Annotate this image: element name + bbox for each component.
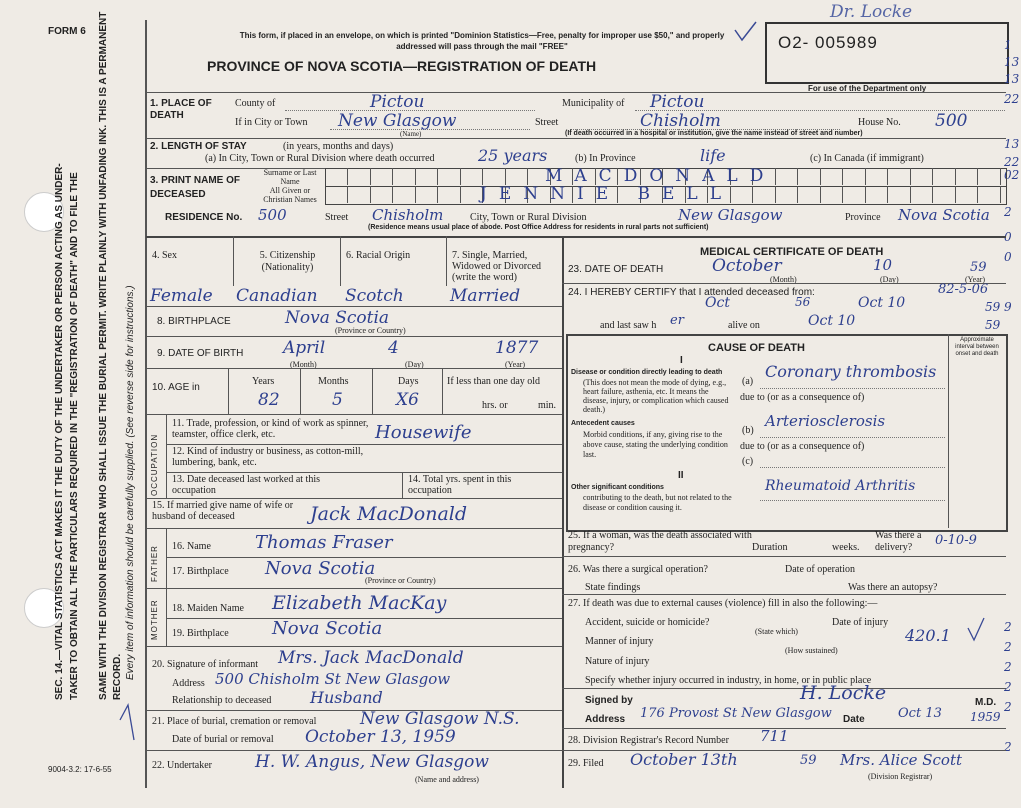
delivery-label: Was there a delivery? <box>875 530 922 553</box>
county-label: County of <box>235 98 276 109</box>
death-day: 10 <box>873 256 893 274</box>
less-than-day-label: If less than one day old <box>447 376 541 387</box>
father-name-label: 16. Name <box>172 541 211 552</box>
nature-label: Nature of injury <box>585 656 650 667</box>
footer-code: 9004-3.2: 17-6-55 <box>48 765 112 774</box>
spouse-label: 15. If married give name of wife or husband of deceased <box>152 500 294 522</box>
print-name-label: 3. PRINT NAME OF DECEASED <box>150 175 241 200</box>
informant-value: Mrs. Jack MacDonald <box>278 648 464 668</box>
age-days: X6 <box>396 390 419 410</box>
hrs-label: hrs. or <box>482 400 508 411</box>
injury-date-label: Date of injury <box>832 617 889 628</box>
relationship-label: Relationship to deceased <box>172 695 272 706</box>
cause-header: CAUSE OF DEATH <box>708 342 805 354</box>
age-days-label: Days <box>398 376 419 387</box>
reg-number: O2- 005989 <box>778 33 878 52</box>
sex-value: Female <box>150 286 213 306</box>
father-birthplace-label: 17. Birthplace <box>172 566 229 577</box>
physician-address: 176 Provost St New Glasgow <box>640 706 832 721</box>
signed-value: H. Locke <box>800 682 887 704</box>
side-text-1: SEC. 14.—VITAL STATISTICS ACT MAKES IT THE DUTY OF THE UNDERTAKER OR PERSON ACTING AS UNDER- <box>54 163 65 700</box>
occupation-side-label: OCCUPATION <box>150 433 159 496</box>
state-which-note: (State which) <box>755 627 798 636</box>
mother-side-label: MOTHER <box>150 599 159 640</box>
alive-on-label: alive on <box>728 320 760 331</box>
sex-label: 4. Sex <box>152 250 177 261</box>
length-of-stay-label: 2. LENGTH OF STAY <box>150 141 247 152</box>
cause-code: 420.1 <box>905 626 951 645</box>
death-year: 59 <box>970 260 987 275</box>
right-edge-mark: 2 <box>1004 660 1012 674</box>
dob-month: April <box>283 338 326 358</box>
total-years-label: 14. Total yrs. spent in this occupation <box>408 474 512 496</box>
form-id: FORM 6 <box>48 26 86 37</box>
informant-address: 500 Chisholm St New Glasgow <box>215 670 451 688</box>
antecedent-label: Antecedent causes <box>571 420 635 427</box>
surname-value: MACDONALD <box>545 166 776 186</box>
other-conditions-label: Other significant conditions <box>571 484 664 491</box>
burial-label: 21. Place of burial, cremation or removal <box>152 716 317 727</box>
record-number-label: 28. Division Registrar's Record Number <box>568 735 729 746</box>
mother-maiden-label: 18. Maiden Name <box>172 603 244 614</box>
dob-year: 1877 <box>495 338 539 358</box>
length-of-stay-sub: (in years, months and days) <box>283 141 394 152</box>
accident-label: Accident, suicide or homicide? <box>585 617 710 628</box>
right-edge-mark: 2 <box>1004 740 1012 754</box>
age-years: 82 <box>258 390 280 410</box>
manner-label: Manner of injury <box>585 636 654 647</box>
right-edge-mark: 22 <box>1004 155 1020 169</box>
filed-label: 29. Filed <box>568 758 604 769</box>
other-conditions-note: contributing to the death, but not related to the disease or condition causing it. <box>583 493 732 512</box>
direct-note: (This does not mean the mode of dying, e.g., heart failure, asthenia, etc. It means the disease, injury, or complication which caused death.) <box>583 378 729 414</box>
spouse-value: Jack MacDonald <box>310 503 468 525</box>
death-year-note: (Year) <box>965 275 986 284</box>
street-label: Street <box>535 117 559 128</box>
surgery-label: 26. Was there a surgical operation? <box>568 564 708 575</box>
physician-date: Oct 13 <box>898 706 942 721</box>
specify-label: Specify whether injury occurred in industry, in home, or in public place <box>585 675 872 686</box>
stay-city-label: (a) In City, Town or Rural Division where death occurred <box>205 153 435 164</box>
signed-label: Signed by <box>585 695 633 706</box>
trade-value: Housewife <box>375 422 472 443</box>
given-value: JENNIE BELL <box>480 184 733 204</box>
filed-date: October 13th <box>630 750 738 769</box>
cause-a-value: Coronary thrombosis <box>765 362 937 381</box>
informant-label: 20. Signature of informant <box>152 659 259 670</box>
interval-note: Approximate interval between onset and death <box>955 337 999 357</box>
age-months: 5 <box>332 390 343 410</box>
side-text-4: Every item of information should be carefully supplied. (See reverse side for instructions.) <box>125 285 136 680</box>
stay-province-value: life <box>700 146 726 165</box>
mail-notice: This form, if placed in an envelope, on which is printed "Dominion Statistics—Free, penalty for improper use $50," and properly addressed will pass through the mail "FREE" <box>239 31 725 51</box>
page-title: PROVINCE OF NOVA SCOTIA—REGISTRATION OF DEATH <box>207 58 597 74</box>
findings-label: State findings <box>585 582 641 593</box>
place-of-death-label: 1. PLACE OF DEATH <box>150 98 212 121</box>
record-number: 711 <box>760 727 789 745</box>
operation-date-label: Date of operation <box>785 564 855 575</box>
citizenship-label: 5. Citizenship (Nationality) <box>259 250 316 273</box>
mother-birthplace-label: 19. Birthplace <box>172 628 229 639</box>
side-text-3: SAME WITH THE DIVISION REGISTRAR WHO SHALL ISSUE THE BURIAL PERMIT. WRITE PLAINLY WITH UNFADING INK. THIS IS A PERMANENT RECORD. <box>98 11 123 700</box>
last-saw-value: er <box>670 313 684 328</box>
antecedent-note: Morbid conditions, if any, giving rise to the above cause, stating the underlying condition last. <box>583 430 728 459</box>
attended-from: Oct <box>705 295 730 311</box>
cause-b-marker: (b) <box>742 425 754 436</box>
cause-a-marker: (a) <box>742 376 754 387</box>
duration-label: Duration <box>752 542 788 553</box>
dob-label: 9. DATE OF BIRTH <box>157 348 244 359</box>
age-months-label: Months <box>318 376 349 387</box>
house-value: 500 <box>935 111 968 131</box>
right-edge-mark: 02 <box>1004 168 1020 182</box>
division-registrar-note: (Division Registrar) <box>868 772 933 781</box>
right-edge-mark: 1 <box>1004 38 1012 52</box>
alive-on-value: Oct 10 <box>808 313 856 329</box>
trade-label: 11. Trade, profession, or kind of work as spinner, teamster, office clerk, etc. <box>172 418 369 440</box>
marital-label: 7. Single, Married, Widowed or Divorced (write the word) <box>452 250 542 283</box>
cause-c-marker: (c) <box>742 456 754 467</box>
surname-label: Surname or Last Name <box>263 168 317 186</box>
name-note: (Name) <box>400 130 422 138</box>
right-edge-mark: 13 <box>1004 55 1020 69</box>
top-annotation: Dr. Locke <box>830 2 913 22</box>
direct-label: Disease or condition directly leading to death <box>571 369 723 376</box>
medical-header: MEDICAL CERTIFICATE OF DEATH <box>700 246 884 258</box>
registrar-signature: Mrs. Alice Scott <box>840 751 962 769</box>
alive-on-year: 59 <box>985 318 1001 332</box>
street-value: Chisholm <box>640 111 721 131</box>
death-month: October <box>712 256 782 276</box>
right-edge-mark: 2 <box>1004 700 1012 714</box>
part-two: II <box>678 470 684 481</box>
father-side-label: FATHER <box>150 545 159 582</box>
dob-year-note: (Year) <box>505 360 526 369</box>
industry-label: 12. Kind of industry or business, as cotton-mill, lumbering, bank, etc. <box>172 446 364 468</box>
undertaker-value: H. W. Angus, New Glasgow <box>255 752 489 772</box>
death-month-note: (Month) <box>770 275 797 284</box>
attended-to-year: 59 <box>985 300 1001 314</box>
dob-day-note: (Day) <box>405 360 424 369</box>
physician-date-label: Date <box>843 714 865 725</box>
delivery-value: 0-10-9 <box>935 533 977 548</box>
house-label: House No. <box>858 117 901 128</box>
death-day-note: (Day) <box>880 275 899 284</box>
filed-year: 59 <box>800 753 817 768</box>
stay-canada-label: (c) In Canada (if immigrant) <box>810 153 924 164</box>
last-saw-label: and last saw h <box>600 320 657 331</box>
right-edge-mark: 0 <box>1004 250 1012 264</box>
pregnancy-label: 25. If a woman, was the death associated with pregnancy? <box>568 530 752 553</box>
burial-date-label: Date of burial or removal <box>172 734 274 745</box>
right-edge-mark: 9 <box>1004 300 1012 314</box>
informant-address-label: Address <box>172 678 205 689</box>
burial-value: New Glasgow N.S. <box>360 709 520 729</box>
external-causes-label: 27. If death was due to external causes (violence) fill in also the following:— <box>568 598 878 609</box>
citizenship-value: Canadian <box>236 286 318 306</box>
father-name: Thomas Fraser <box>255 532 393 553</box>
part-one: I <box>680 355 683 366</box>
burial-date: October 13, 1959 <box>305 727 456 747</box>
right-edge-mark: 2 <box>1004 205 1012 219</box>
physician-year: 1959 <box>970 710 1001 724</box>
father-birthplace: Nova Scotia <box>265 558 376 579</box>
dob-day: 4 <box>388 338 399 358</box>
residence-street: Chisholm <box>372 206 444 224</box>
right-edge-mark: 2 <box>1004 680 1012 694</box>
dept-use: For use of the Department only <box>808 84 927 93</box>
attended-from-year: 56 <box>795 295 811 309</box>
margin-note: 82-5-06 <box>938 282 989 297</box>
weeks-label: weeks. <box>832 542 860 553</box>
marital-value: Married <box>450 286 521 306</box>
due-to-2: due to (or as a consequence of) <box>740 441 865 452</box>
last-worked-label: 13. Date deceased last worked at this occupation <box>172 474 321 496</box>
min-label: min. <box>538 400 557 411</box>
stay-province-label: (b) In Province <box>575 153 636 164</box>
right-edge-mark: 13 <box>1004 137 1020 151</box>
right-edge-mark: 2 <box>1004 620 1012 634</box>
hospital-note: (If death occurred in a hospital or institution, give the name instead of street and number) <box>565 130 863 137</box>
undertaker-label: 22. Undertaker <box>152 760 212 771</box>
municipality-value: Pictou <box>650 92 705 112</box>
residence-prov-label: Province <box>845 212 881 223</box>
age-years-label: Years <box>252 376 275 387</box>
residence-label: RESIDENCE No. <box>165 212 243 223</box>
birthplace-value: Nova Scotia <box>285 308 390 328</box>
residence-city-label: City, Town or Rural Division <box>470 212 587 223</box>
how-sustained-note: (How sustained) <box>785 646 838 655</box>
municipality-label: Municipality of <box>562 98 625 109</box>
birthplace-note: (Province or Country) <box>335 326 406 335</box>
county-value: Pictou <box>370 92 425 112</box>
md-label: M.D. <box>975 697 997 708</box>
side-text-2: TAKER TO OBTAIN ALL THE PARTICULARS REQUIRED IN THE "REGISTRATION OF DEATH" AND TO FILE THE <box>69 172 80 700</box>
autopsy-label: Was there an autopsy? <box>848 582 938 593</box>
physician-address-label: Address <box>585 714 626 725</box>
residence-city: New Glasgow <box>678 206 783 224</box>
city-value: New Glasgow <box>338 111 457 131</box>
residence-prov: Nova Scotia <box>898 206 990 224</box>
stay-city-value: 25 years <box>478 146 548 165</box>
due-to-1: due to (or as a consequence of) <box>740 392 865 403</box>
given-label: All Given or Christian Names <box>263 186 317 204</box>
date-of-death-label: 23. DATE OF DEATH <box>568 264 664 275</box>
undertaker-note: (Name and address) <box>415 775 479 784</box>
racial-origin-label: 6. Racial Origin <box>346 250 411 261</box>
right-edge-mark: 2 <box>1004 640 1012 654</box>
birthplace-label: 8. BIRTHPLACE <box>157 316 231 327</box>
residence-street-label: Street <box>325 212 349 223</box>
right-edge-mark: 22 <box>1004 92 1020 106</box>
mother-birthplace: Nova Scotia <box>272 618 383 639</box>
certify-label: 24. I HEREBY CERTIFY that I attended deceased from: <box>568 287 815 298</box>
age-label: 10. AGE in <box>152 382 200 393</box>
cause-b-value: Arteriosclerosis <box>765 412 886 430</box>
city-label: If in City or Town <box>235 117 308 128</box>
right-edge-mark: 13 <box>1004 72 1020 86</box>
residence-no: 500 <box>258 206 287 224</box>
residence-note: (Residence means usual place of abode. Post Office Address for residents in rural parts not sufficient) <box>368 224 709 231</box>
dob-month-note: (Month) <box>290 360 317 369</box>
relationship-value: Husband <box>310 688 383 707</box>
right-edge-mark: 0 <box>1004 230 1012 244</box>
mother-maiden: Elizabeth MacKay <box>272 592 447 614</box>
attended-to: Oct 10 <box>858 295 906 311</box>
father-birthplace-note: (Province or Country) <box>365 576 436 585</box>
racial-origin-value: Scotch <box>345 286 404 306</box>
other-conditions-value: Rheumatoid Arthritis <box>765 478 916 494</box>
